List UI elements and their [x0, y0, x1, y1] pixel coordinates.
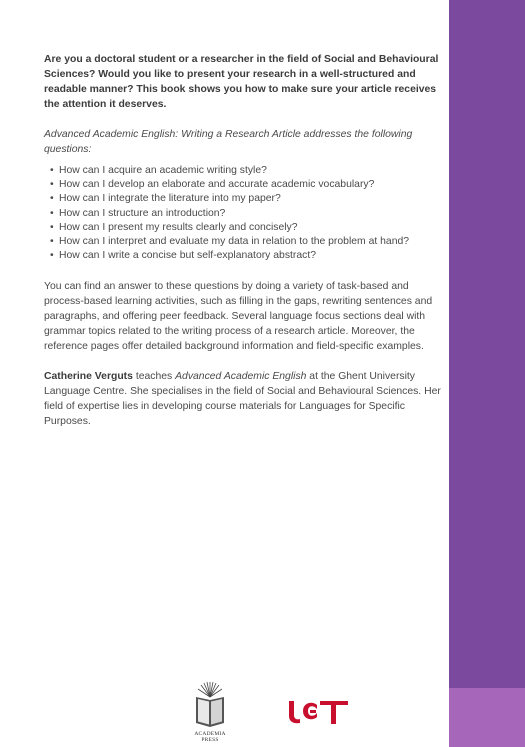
question-text: How can I develop an elaborate and accurate academic vocabulary?: [59, 179, 375, 191]
question-text: How can I integrate the literature into my paper?: [59, 193, 281, 205]
bullet-icon: •: [50, 250, 54, 262]
question-text: How can I write a concise but self-explanatory abstract?: [59, 250, 317, 262]
ugent-logo: [287, 697, 351, 727]
academia-press-logo: [187, 681, 233, 741]
course-name: Advanced Academic English: [175, 371, 307, 383]
side-color-band: [449, 0, 525, 688]
bio-text-2: at the Ghent University Language Centre. She specialises in the field of Social and Behavioural Sciences. Her field of expertise lies in developing course materials for Languages for Specific Purposes.: [44, 371, 441, 428]
bullet-icon: •: [50, 193, 54, 205]
list-item: [50, 221, 449, 235]
question-text: How can I acquire an academic writing style?: [59, 165, 267, 176]
questions-lead: Advanced Academic English: Writing a Research Article addresses the following questions:: [44, 129, 413, 155]
author-name: Catherine Verguts: [44, 371, 133, 383]
author-bio: [44, 369, 449, 429]
book-icon: [187, 681, 233, 731]
question-text: How can I structure an introduction?: [59, 207, 226, 219]
body-paragraph: You can find an answer to these questions by doing a variety of task-based and process-based learning activities, such as filling in the gaps, rewriting sentences and paragraphs, and offering peer feedback. Several language focus sections deal with grammar topics related to the writing process of a research article. Moreover, the reference pages offer detailed background information and field-specific examples.: [44, 281, 433, 353]
ugent-logo-mark: [287, 697, 351, 727]
back-cover-text: [44, 52, 449, 429]
list-item: [50, 207, 449, 221]
list-item: [50, 249, 449, 263]
list-item: [50, 192, 449, 206]
question-text: How can I present my results clearly and concisely?: [59, 221, 298, 233]
bio-text-1: teaches: [132, 371, 176, 383]
questions-list: [44, 164, 449, 263]
list-item: [50, 164, 449, 178]
intro-paragraph: Are you a doctoral student or a researcher in the field of Social and Behavioural Sciences? Would you like to present your research in a well-structured and readable manner? This book shows you how to make sure your article receives the attention it deserves.: [44, 54, 439, 110]
bullet-icon: •: [50, 179, 54, 191]
bullet-icon: •: [50, 221, 54, 233]
list-item: [50, 178, 449, 192]
bullet-icon: •: [50, 165, 54, 176]
question-text: How can I interpret and evaluate my data in relation to the problem at hand?: [59, 236, 410, 248]
list-item: [50, 235, 449, 249]
publisher-name: ACADEMIA PRESS: [194, 731, 226, 743]
bullet-icon: •: [50, 207, 54, 219]
side-color-band-bottom: [449, 688, 525, 747]
bullet-icon: •: [50, 236, 54, 248]
